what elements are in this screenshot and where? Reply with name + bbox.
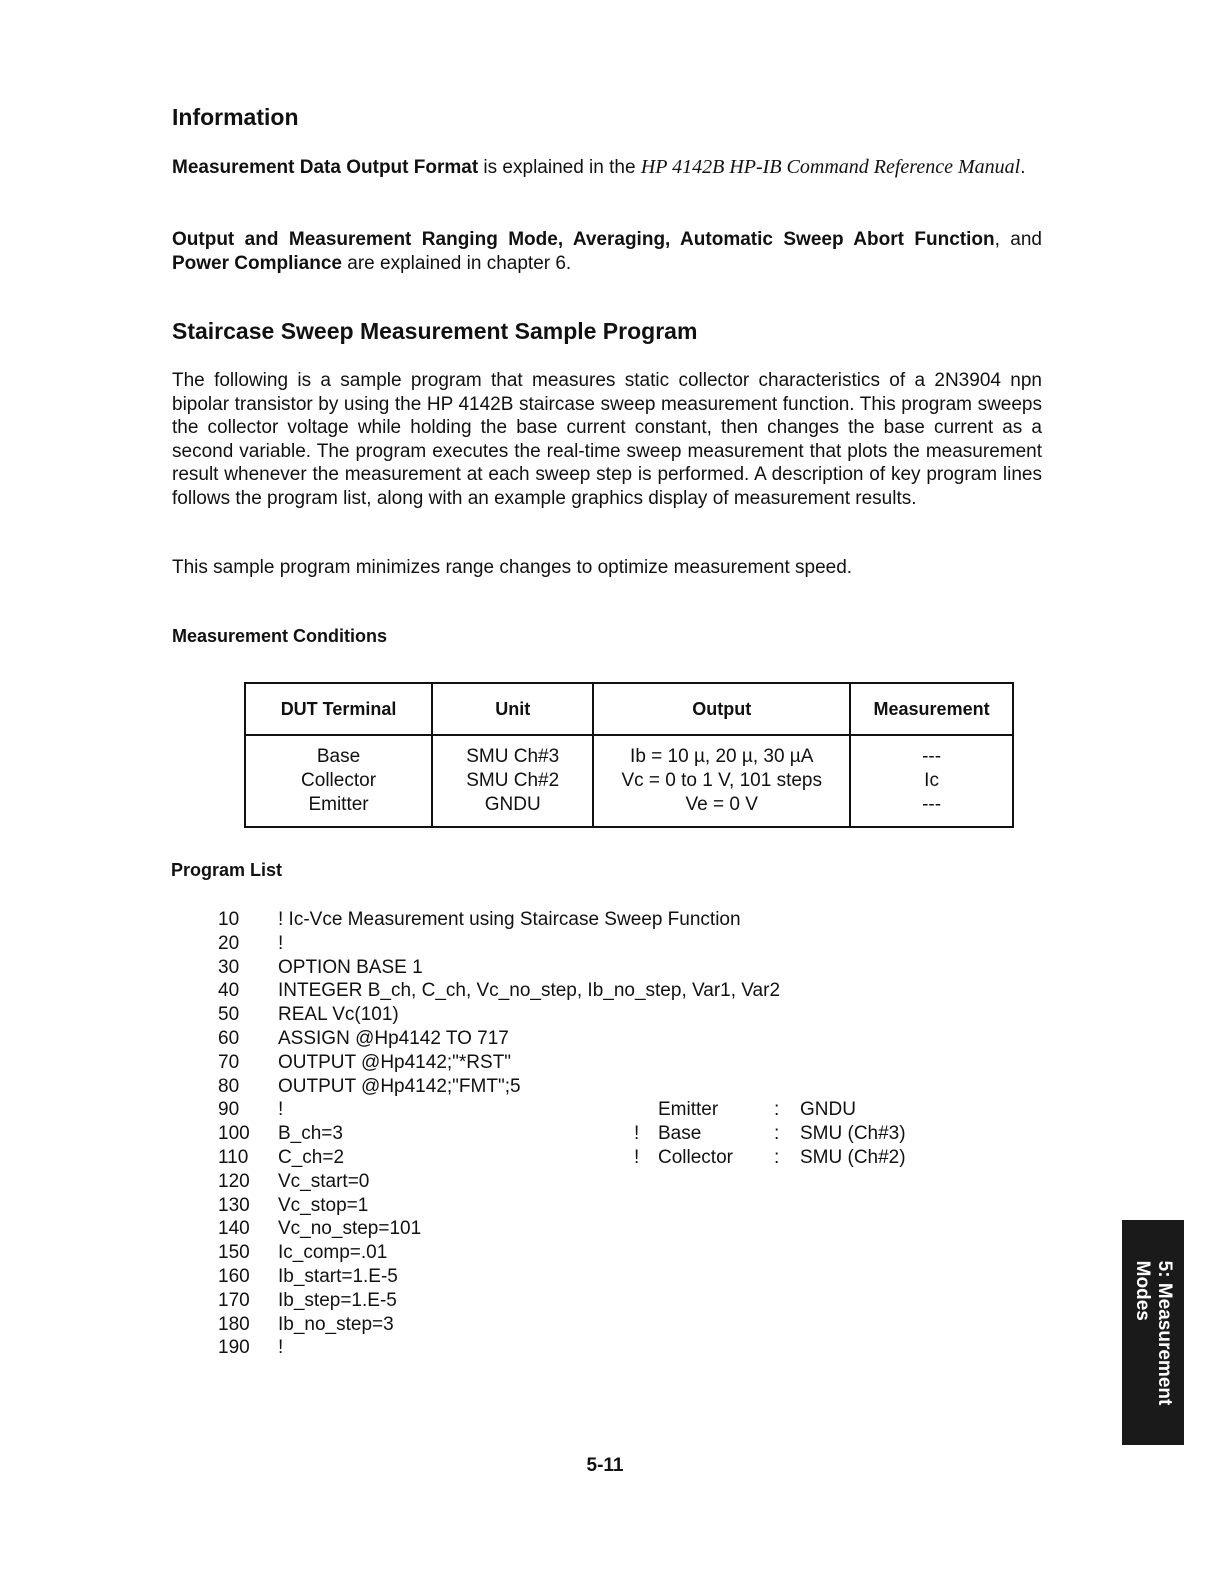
cell-line: Collector bbox=[301, 770, 377, 791]
measurement-conditions-table bbox=[244, 682, 1014, 828]
cell-line: SMU Ch#3 bbox=[466, 746, 560, 767]
cell-line: --- bbox=[922, 746, 942, 767]
output-cell bbox=[593, 735, 850, 827]
code-text: Ib_step=1.E-5 bbox=[278, 1289, 397, 1311]
code-text: Vc_no_step=101 bbox=[278, 1218, 422, 1240]
header-output: Output bbox=[593, 683, 850, 735]
bold-term: Output and Measurement Ranging Mode, Averaging, Automatic Sweep Abort Function bbox=[172, 229, 995, 250]
line-number: 130 bbox=[218, 1194, 250, 1216]
comment-unit: GNDU bbox=[800, 1099, 856, 1121]
line-number: 100 bbox=[218, 1123, 250, 1145]
code-text: Ic_comp=.01 bbox=[278, 1242, 388, 1264]
code-text: OUTPUT @Hp4142;"FMT";5 bbox=[278, 1075, 521, 1097]
table-header-row bbox=[245, 683, 1013, 735]
header-dut-terminal: DUT Terminal bbox=[245, 683, 432, 735]
line-number: 70 bbox=[218, 1051, 240, 1073]
staircase-paragraph-2: This sample program minimizes range changes to optimize measurement speed. bbox=[172, 557, 853, 578]
code-text: OPTION BASE 1 bbox=[278, 956, 423, 978]
line-number: 20 bbox=[218, 932, 240, 954]
code-text: Ib_no_step=3 bbox=[278, 1313, 394, 1335]
chapter-tab-line: 5: Measurement bbox=[1154, 1260, 1175, 1405]
code-text: Vc_stop=1 bbox=[278, 1194, 369, 1216]
section-heading-staircase: Staircase Sweep Measurement Sample Program bbox=[172, 318, 698, 344]
line-number: 60 bbox=[218, 1027, 240, 1049]
comment-colon: : bbox=[774, 1099, 780, 1121]
line-number: 170 bbox=[218, 1289, 250, 1311]
comment-unit: SMU (Ch#3) bbox=[800, 1123, 906, 1145]
line-number: 90 bbox=[218, 1099, 240, 1121]
line-number: 40 bbox=[218, 980, 240, 1002]
code-text: REAL Vc(101) bbox=[278, 1004, 399, 1026]
section-heading-information: Information bbox=[172, 104, 299, 130]
comment-colon: : bbox=[774, 1123, 780, 1145]
program-list-heading: Program List bbox=[171, 860, 283, 880]
header-measurement: Measurement bbox=[850, 683, 1013, 735]
chapter-tab bbox=[1122, 1220, 1184, 1445]
code-text: ! bbox=[278, 1337, 284, 1359]
text: are explained in chapter 6. bbox=[342, 252, 572, 274]
cell-line: GNDU bbox=[484, 794, 541, 815]
code-text: B_ch=3 bbox=[278, 1123, 343, 1145]
code-text: C_ch=2 bbox=[278, 1146, 345, 1168]
line-number: 140 bbox=[218, 1218, 250, 1240]
comment-terminal: Base bbox=[658, 1123, 702, 1145]
manual-title: HP 4142B HP-IB Command Reference Manual bbox=[640, 156, 1021, 178]
staircase-paragraph-1: The following is a sample program that measures static collector characteristics of a 2N3904 npn bipolar transistor by using the HP 4142B staircase sweep measurement function. This program sweeps the collector voltage while holding the base current constant, then changes the base current as a second variable. The program executes the real-time sweep measurement that plots the measurement result whenever the measurement at each sweep step is performed. A description of key program lines follows the program list, along with an example graphics display of measurement results. bbox=[172, 370, 1042, 509]
cell-line: Ib = 10 µ, 20 µ, 30 µA bbox=[630, 746, 814, 767]
cell-line: Vc = 0 to 1 V, 101 steps bbox=[621, 770, 822, 791]
line-number: 10 bbox=[218, 909, 240, 930]
code-text: ! Ic-Vce Measurement using Staircase Sweep Function bbox=[278, 909, 741, 930]
cell-line: Emitter bbox=[308, 794, 369, 815]
code-text: ! bbox=[278, 932, 284, 954]
bold-term: Power Compliance bbox=[172, 252, 342, 274]
page-number: 5-11 bbox=[586, 1455, 624, 1476]
code-text: OUTPUT @Hp4142;"*RST" bbox=[278, 1051, 512, 1073]
text: . bbox=[1020, 157, 1026, 178]
line-number: 150 bbox=[218, 1242, 250, 1264]
cell-line: Base bbox=[316, 746, 361, 767]
line-number: 110 bbox=[218, 1146, 249, 1168]
line-number: 50 bbox=[218, 1004, 240, 1026]
text: , and bbox=[994, 229, 1043, 250]
table-row bbox=[245, 735, 1013, 827]
line-number: 120 bbox=[218, 1170, 250, 1192]
comment-terminal: Emitter bbox=[658, 1099, 719, 1121]
code-text: ! bbox=[278, 1099, 284, 1121]
chapter-tab-label bbox=[1131, 1260, 1175, 1405]
text: is explained in the bbox=[478, 157, 641, 178]
unit-cell bbox=[432, 735, 593, 827]
code-text: INTEGER B_ch, C_ch, Vc_no_step, Ib_no_step, Var1, Var2 bbox=[278, 980, 781, 1002]
cell-line: Ve = 0 V bbox=[685, 794, 758, 815]
comment-colon: : bbox=[774, 1146, 780, 1168]
conditions-heading: Measurement Conditions bbox=[172, 626, 388, 646]
comment-terminal: Collector bbox=[658, 1146, 733, 1168]
cell-line: Ic bbox=[924, 770, 939, 791]
code-text: Vc_start=0 bbox=[278, 1170, 370, 1192]
information-paragraph-1 bbox=[172, 156, 1042, 180]
cell-line: --- bbox=[922, 794, 942, 815]
line-number: 180 bbox=[218, 1313, 250, 1335]
bold-term: Measurement Data Output Format bbox=[172, 157, 479, 178]
information-paragraph-2 bbox=[172, 228, 1042, 275]
cell-line: SMU Ch#2 bbox=[466, 770, 560, 791]
line-number: 190 bbox=[218, 1337, 250, 1359]
measurement-cell bbox=[850, 735, 1013, 827]
chapter-tab-line: Modes bbox=[1132, 1260, 1153, 1321]
header-unit: Unit bbox=[432, 683, 593, 735]
code-text: Ib_start=1.E-5 bbox=[278, 1265, 398, 1287]
comment-mark: ! bbox=[634, 1123, 640, 1145]
comment-unit: SMU (Ch#2) bbox=[800, 1146, 906, 1168]
comment-mark: ! bbox=[634, 1146, 640, 1168]
line-number: 80 bbox=[218, 1075, 240, 1097]
dut-terminal-cell bbox=[245, 735, 432, 827]
code-text: ASSIGN @Hp4142 TO 717 bbox=[278, 1027, 509, 1049]
line-number: 30 bbox=[218, 956, 240, 978]
line-number: 160 bbox=[218, 1265, 250, 1287]
